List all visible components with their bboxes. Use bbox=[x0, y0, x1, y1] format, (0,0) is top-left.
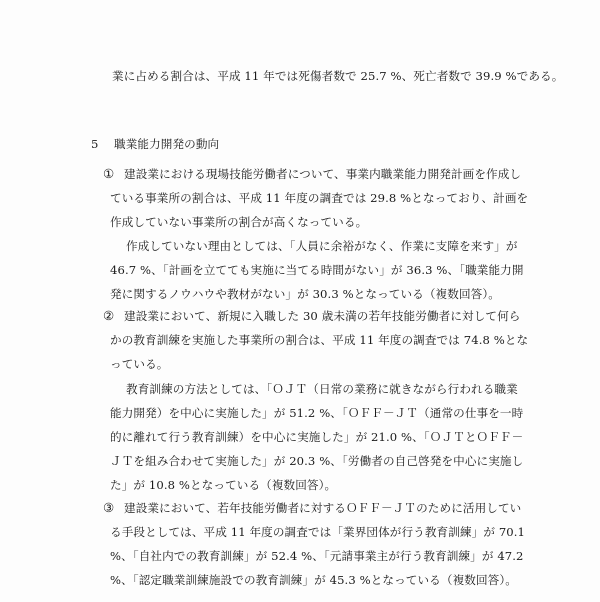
item-2-line-8: た」が 10.8 %となっている（複数回答）。 bbox=[110, 478, 337, 492]
item-3-marker: ③ bbox=[103, 500, 115, 515]
item-2-marker: ② bbox=[103, 308, 115, 323]
item-2-line-6: 的に離れて行う教育訓練）を中心に実施した」が 21.0 %、「ＯＪＴとＯＦＦ－ bbox=[110, 430, 524, 444]
item-1-line-3: 作成していない事業所の割合が高くなっている。 bbox=[110, 215, 368, 229]
section-number: 5 bbox=[91, 137, 99, 151]
intro-text-line: 業に占める割合は、平成 11 年では死傷者数で 25.7 %、死亡者数で 39.9 %である。 bbox=[112, 69, 564, 83]
item-3-line-3: %、「自社内での教育訓練」が 52.4 %、「元請事業主が行う教育訓練」が 47.2 bbox=[110, 549, 524, 563]
item-2-line-3: っている。 bbox=[110, 357, 169, 371]
item-1-line-6: 発に関するノウハウや教材がない」が 30.3 %となっている（複数回答）。 bbox=[110, 287, 500, 301]
item-2-line-5: 能力開発）を中心に実施した」が 51.2 %、「ＯＦＦ－ＪＴ（通常の仕事を一時 bbox=[110, 406, 524, 420]
item-1-line-5: 46.7 %、「計画を立てても実施に当てる時間がない」が 36.3 %、「職業能力開 bbox=[110, 263, 524, 277]
section-title: 職業能力開発の動向 bbox=[114, 137, 220, 151]
item-2-line-7: ＪＴを組み合わせて実施した」が 20.3 %、「労働者の自己啓発を中心に実施し bbox=[110, 454, 524, 468]
item-2-line-4: 教育訓練の方法としては、「ＯＪＴ（日常の業務に就きながら行われる職業 bbox=[126, 382, 518, 396]
item-3-line-4: %、「認定職業訓練施設での教育訓練」が 45.3 %となっている（複数回答）。 bbox=[110, 573, 517, 587]
item-3-line-1: 建設業において、若年技能労働者に対するＯＦＦ－ＪＴのために活用してい bbox=[124, 501, 522, 515]
item-1-line-4: 作成していない理由としては、「人員に余裕がなく、作業に支障を来す」が bbox=[126, 239, 518, 253]
item-1-line-2: ている事業所の割合は、平成 11 年度の調査では 29.8 %となっており、計画を bbox=[110, 191, 529, 205]
item-3-line-2: る手段としては、平成 11 年度の調査では「業界団体が行う教育訓練」が 70.1 bbox=[110, 525, 526, 539]
item-2-line-2: かの教育訓練を実施した事業所の割合は、平成 11 年度の調査では 74.8 %とな bbox=[110, 333, 529, 347]
item-1-line-1: 建設業における現場技能労働者について、事業内職業能力開発計画を作成し bbox=[124, 167, 522, 181]
item-1-marker: ① bbox=[103, 166, 115, 181]
item-2-line-1: 建設業において、新規に入職した 30 歳未満の若年技能労働者に対して何ら bbox=[124, 309, 521, 323]
